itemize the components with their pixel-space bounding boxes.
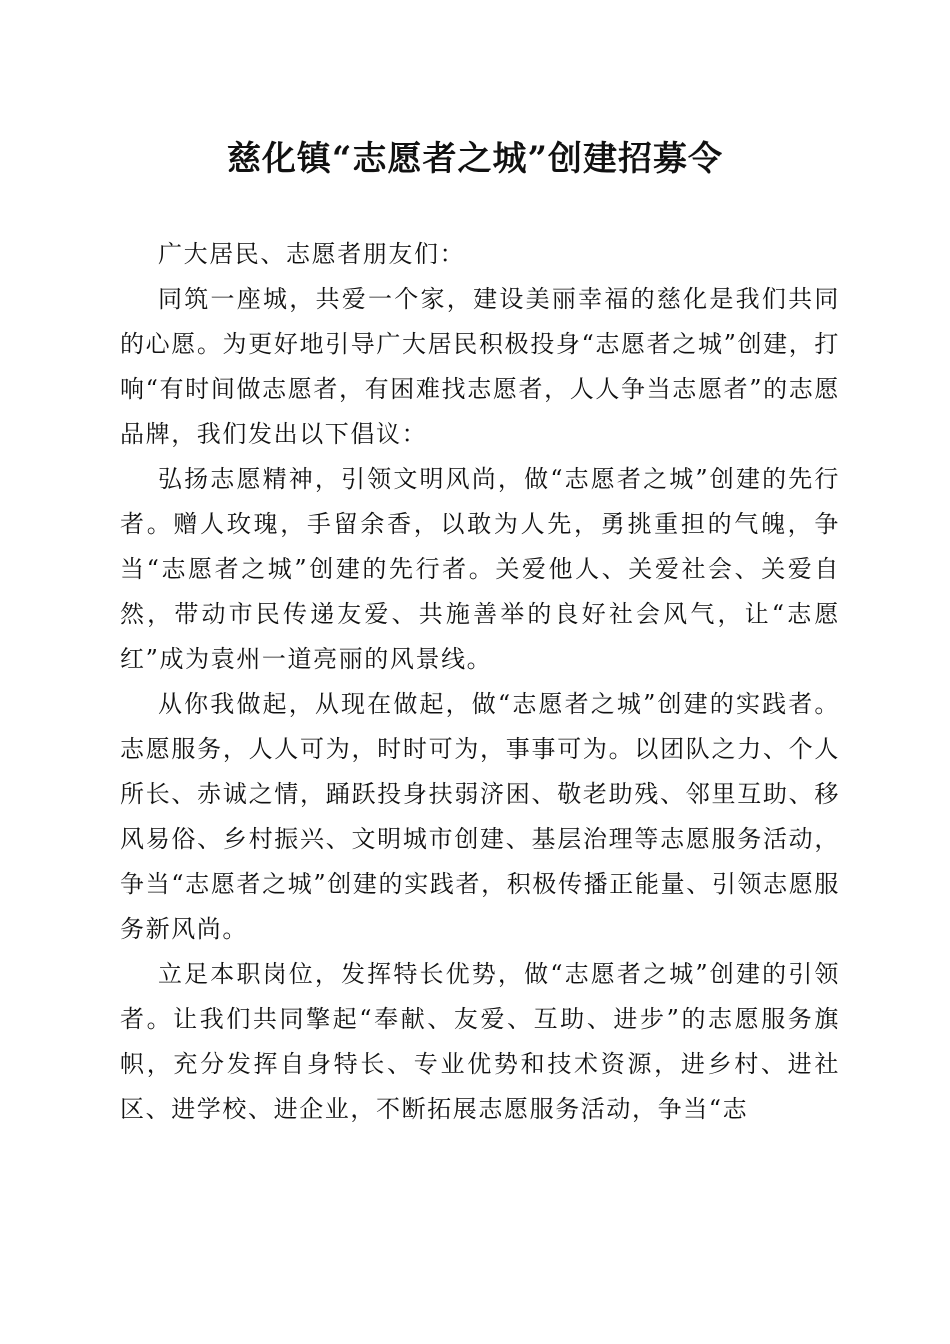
salutation: 广大居民、志愿者朋友们： <box>158 240 466 268</box>
paragraph-practitioner: 从你我做起，从现在做起，做“志愿者之城”创建的实践者。志愿服务，人人可为，时时可为，事事可为。以团队之力、个人所长、赤诚之情，踊跃投身扶弱济困、敬老助残、邻里互助、移风易俗、乡村振兴、文明城市创建、基层治理等志愿服务活动，争当“志愿者之城”创建的实践者，积极传播正能量、引领志愿服务新风尚。 <box>120 690 840 943</box>
paragraph-pioneer: 弘扬志愿精神，引领文明风尚，做“志愿者之城”创建的先行者。赠人玫瑰，手留余香，以敢为人先，勇挑重担的气魄，争当“志愿者之城”创建的先行者。关爱他人、关爱社会、关爱自然，带动市民传递友爱、共施善举的良好社会风气，让“志愿红”成为袁州一道亮丽的风景线。 <box>120 465 840 673</box>
document-title: 慈化镇“志愿者之城”创建招募令 <box>226 139 724 179</box>
paragraph-leader: 立足本职岗位，发挥特长优势，做“志愿者之城”创建的引领者。让我们共同擎起“奉献、友爱、互助、进步”的志愿服务旗帜，充分发挥自身特长、专业优势和技术资源，进乡村、进社区、进学校、进企业，不断拓展志愿服务活动，争当“志 <box>120 960 840 1123</box>
paragraph-intro: 同筑一座城，共爱一个家，建设美丽幸福的慈化是我们共同的心愿。为更好地引导广大居民积极投身“志愿者之城”创建，打响“有时间做志愿者，有困难找志愿者，人人争当志愿者”的志愿品牌，我们发出以下倡议： <box>120 285 840 448</box>
document-body <box>120 232 840 1132</box>
